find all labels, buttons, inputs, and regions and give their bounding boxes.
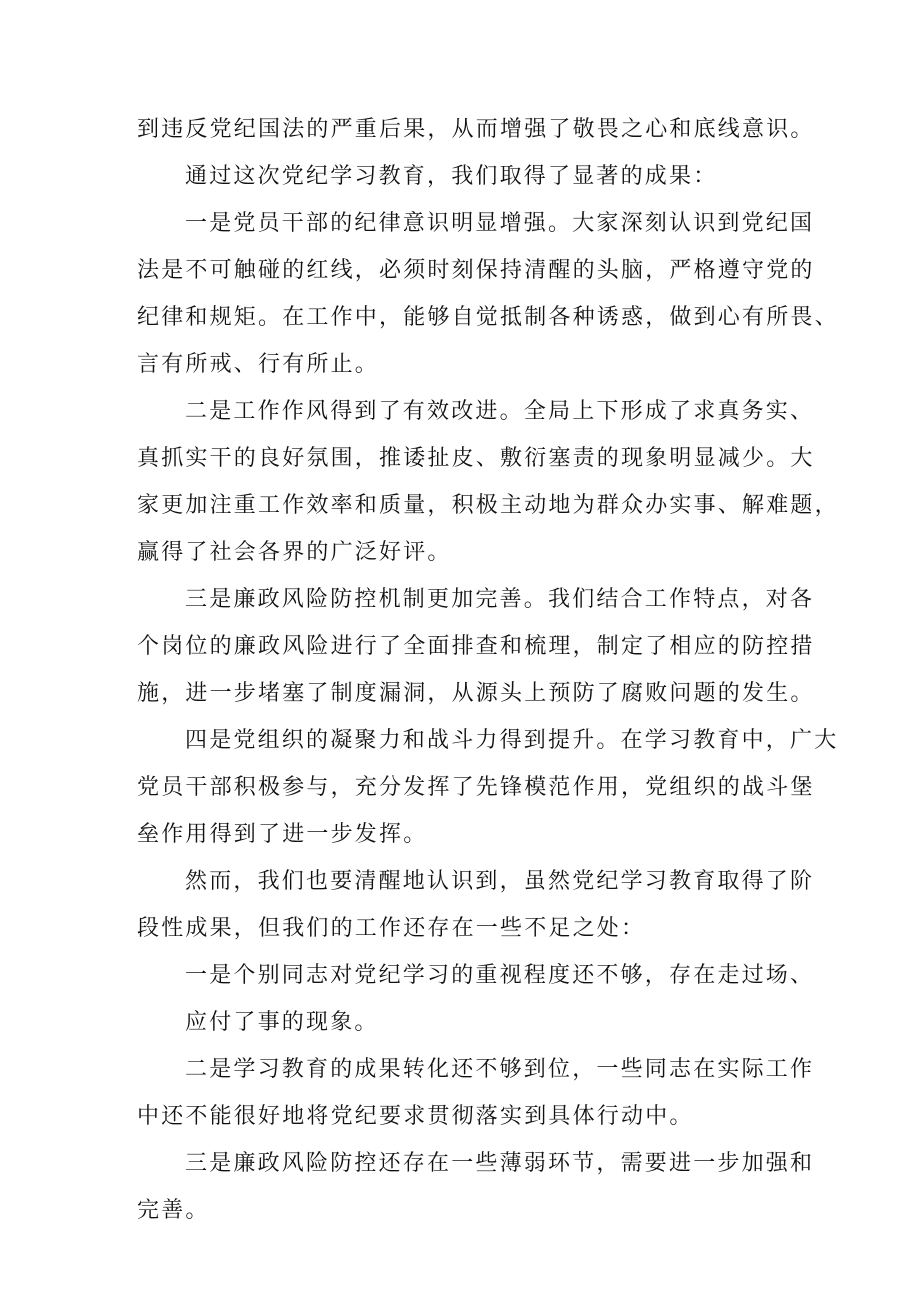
text-line: 法是不可触碰的红线，必须时刻保持清醒的头脑，严格遵守党的 [137, 258, 815, 283]
text-line: 言有所戒、行有所止。 [137, 352, 380, 377]
document-body [137, 106, 839, 1234]
text-line: 二是学习教育的成果转化还不够到位，一些同志在实际工作 [185, 1057, 815, 1082]
text-line: 施，进一步堵塞了制度漏洞，从源头上预防了腐败问题的发生。 [137, 681, 815, 706]
text-line: 党员干部积极参与，充分发挥了先锋模范作用，党组织的战斗堡 [137, 775, 815, 800]
text-line: 个岗位的廉政风险进行了全面排查和梳理，制定了相应的防控措 [137, 634, 815, 659]
text-line: 真抓实干的良好氛围，推诿扯皮、敷衍塞责的现象明显减少。大 [137, 446, 815, 471]
text-line: 纪律和规矩。在工作中，能够自觉抵制各种诱惑，做到心有所畏、 [137, 305, 839, 330]
text-line: 应付了事的现象。 [185, 1010, 379, 1035]
text-line: 中还不能很好地将党纪要求贯彻落实到具体行动中。 [137, 1104, 694, 1129]
text-line: 赢得了社会各界的广泛好评。 [137, 540, 452, 565]
text-line: 三是廉政风险防控机制更加完善。我们结合工作特点，对各 [185, 587, 815, 612]
text-line: 垒作用得到了进一步发挥。 [137, 822, 428, 847]
text-line: 三是廉政风险防控还存在一些薄弱环节，需要进一步加强和 [185, 1151, 815, 1176]
text-line: 通过这次党纪学习教育，我们取得了显著的成果： [185, 164, 718, 189]
text-line: 四是党组织的凝聚力和战斗力得到提升。在学习教育中，广大 [185, 728, 839, 753]
text-line: 然而，我们也要清醒地认识到，虽然党纪学习教育取得了阶 [185, 869, 815, 894]
text-line: 一是个别同志对党纪学习的重视程度还不够，存在走过场、 [185, 963, 815, 988]
text-line: 完善。 [137, 1198, 210, 1223]
text-line: 段性成果，但我们的工作还存在一些不足之处： [137, 916, 646, 941]
text-line: 一是党员干部的纪律意识明显增强。大家深刻认识到党纪国 [185, 211, 815, 236]
text-line: 家更加注重工作效率和质量，积极主动地为群众办实事、解难题， [137, 493, 839, 518]
text-line: 二是工作作风得到了有效改进。全局上下形成了求真务实、 [185, 399, 815, 424]
text-line: 到违反党纪国法的严重后果，从而增强了敬畏之心和底线意识。 [137, 117, 815, 142]
